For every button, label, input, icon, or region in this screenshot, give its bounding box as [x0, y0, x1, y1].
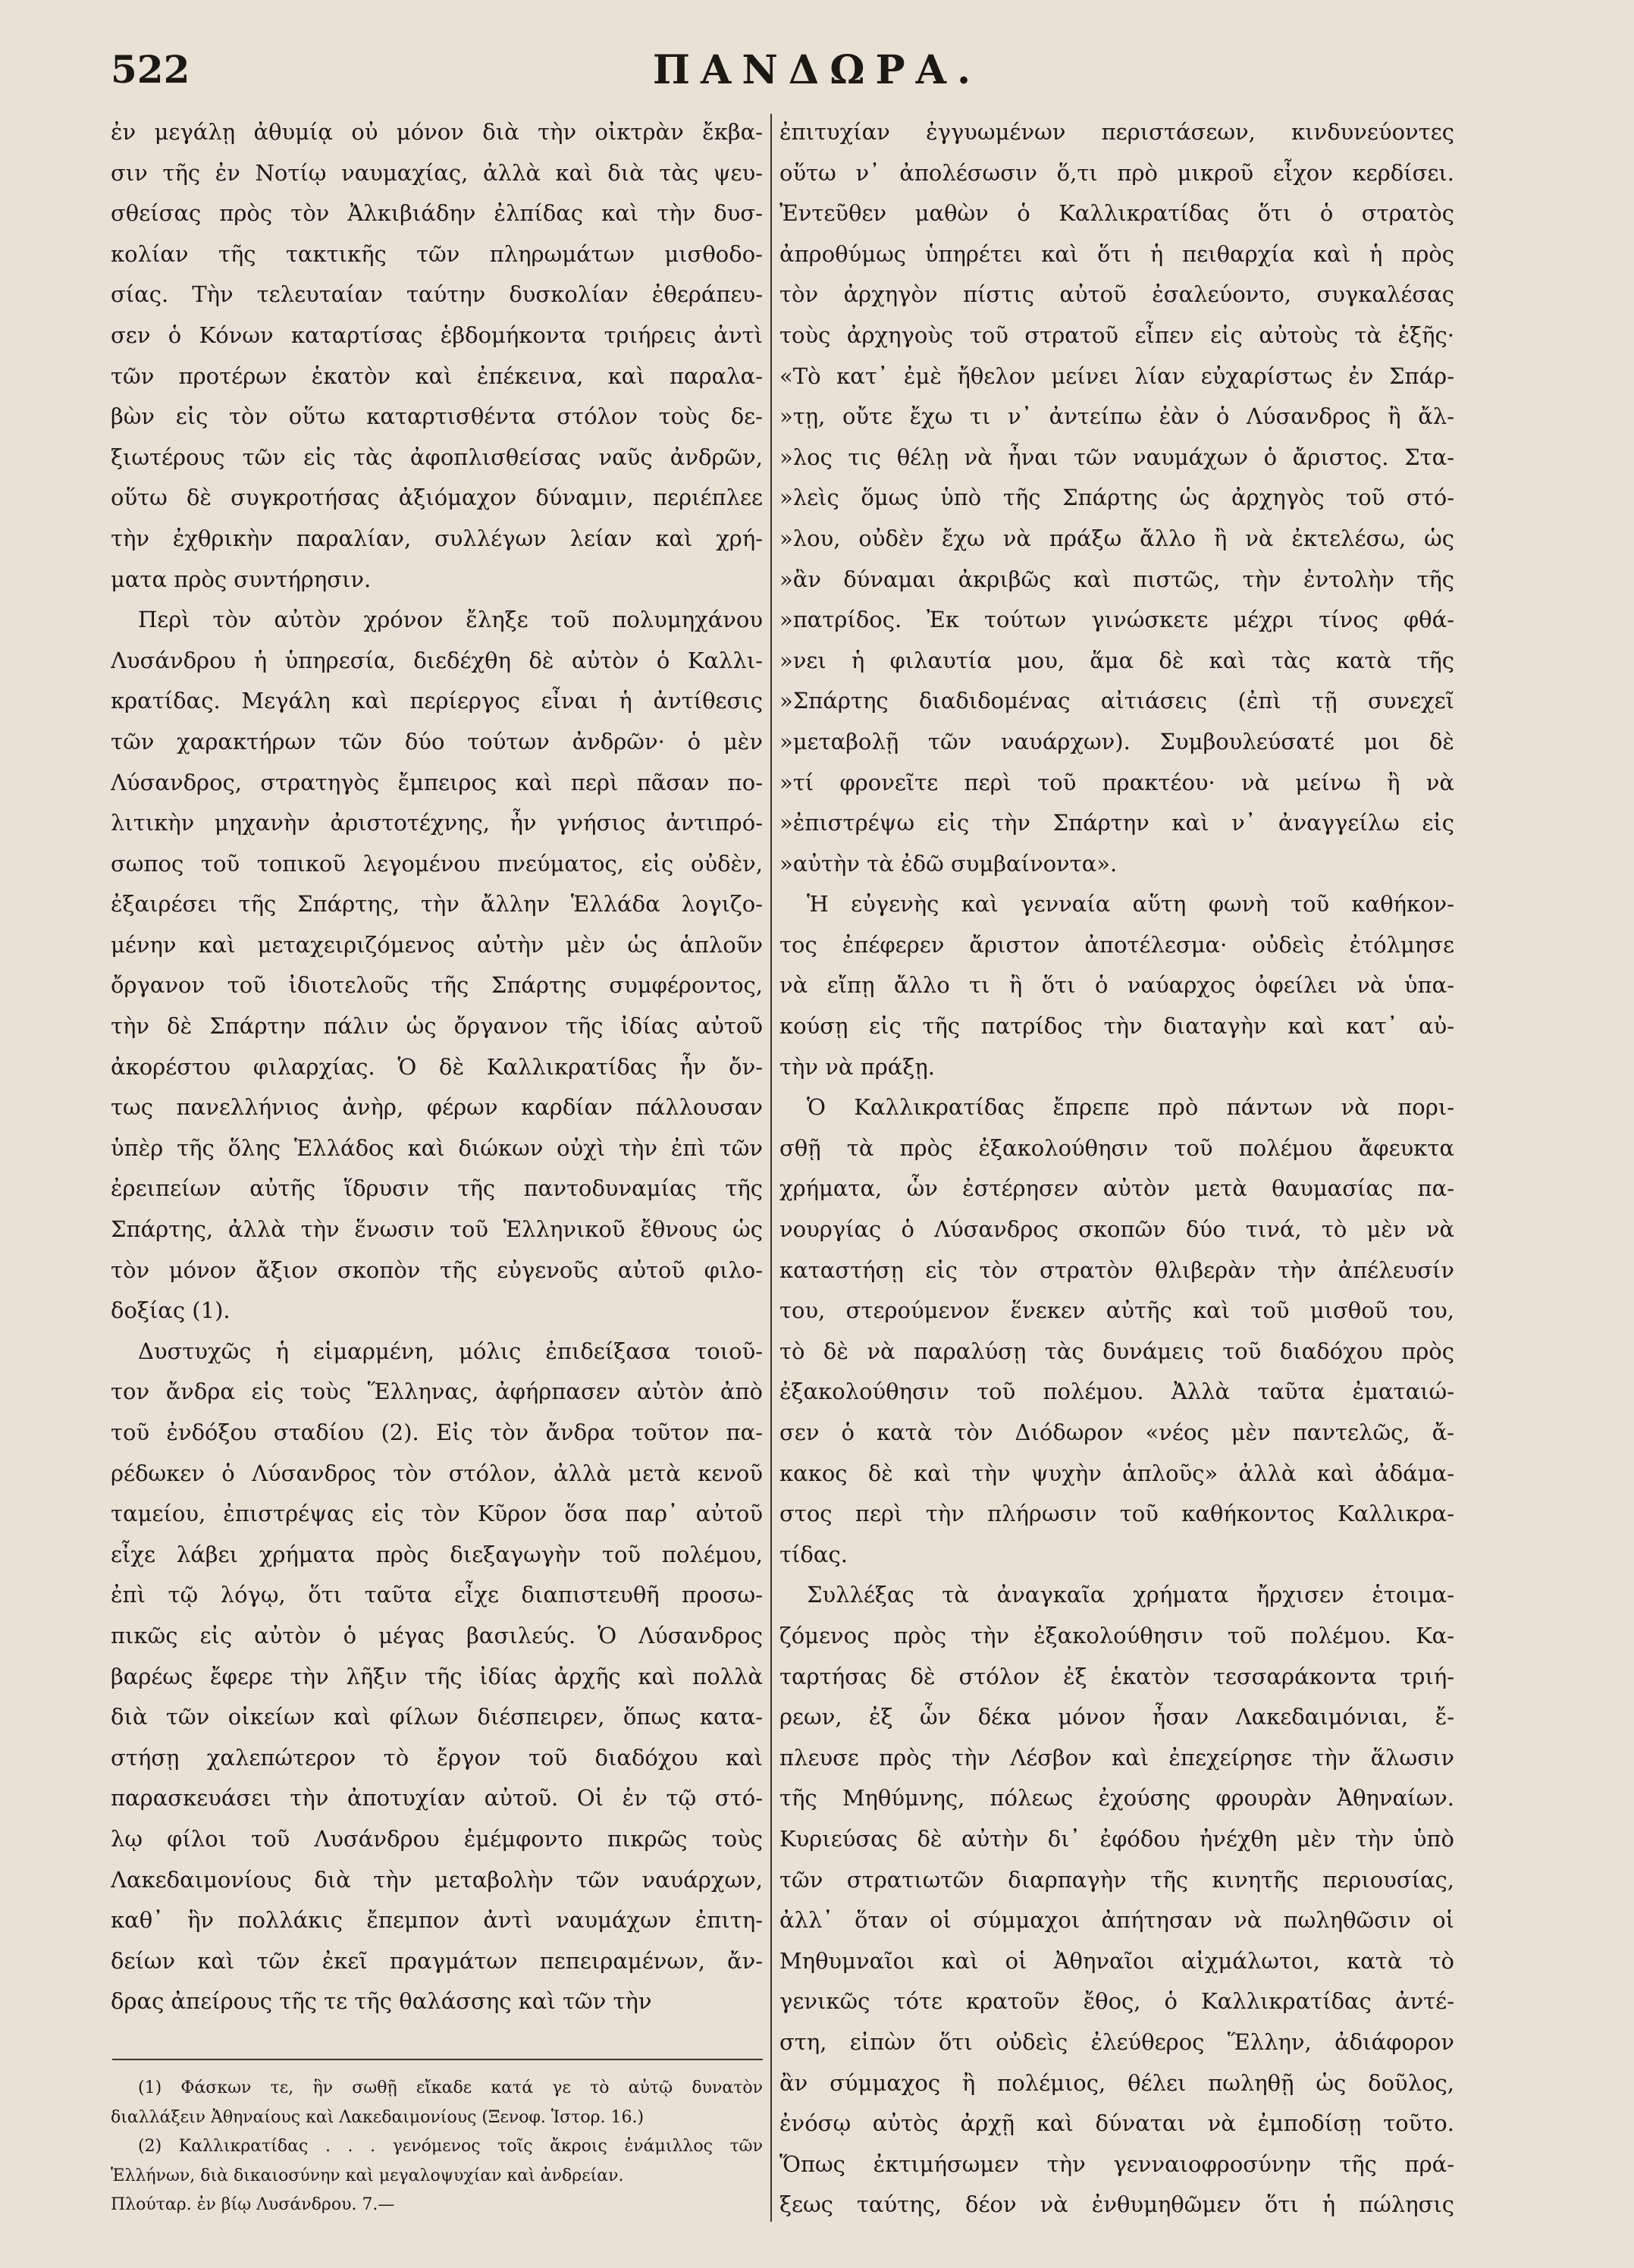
footnote-line: Πλούταρ. ἐν βίῳ Λυσάνδρου. 7.—	[111, 2195, 395, 2214]
text-line: ἂν σύμμαχος ἢ πολέμιος, θέλει πωληθῇ ὡς δοῦλος,	[779, 2069, 1454, 2096]
text-line: τοὺς ἀρχηγοὺς τοῦ στρατοῦ εἶπεν εἰς αὐτοὺς τὰ ἑξῆς·	[779, 322, 1454, 348]
text-line: Ἡ εὐγενὴς καὶ γενναία αὕτη φωνὴ τοῦ καθήκον-	[807, 891, 1454, 918]
text-line: λῳ φίλοι τοῦ Λυσάνδρου ἐμέμφοντο πικρῶς τοὺς	[111, 1825, 763, 1852]
text-line: Δυστυχῶς ἡ εἱμαρμένη, μόλις ἐπιδείξασα τοιοῦ-	[138, 1338, 763, 1364]
text-line: οὕτω ν᾽ ἀπολέσωσιν ὅ,τι πρὸ μικροῦ εἶχον κερδίσει.	[779, 159, 1454, 186]
footnote-line: Ἑλλήνων, διὰ δικαιοσύνην καὶ μεγαλοψυχίαν καὶ ἀνδρείαν.	[111, 2166, 624, 2185]
right-column	[779, 112, 1454, 2226]
text-line: σεν ὁ Κόνων καταρτίσας ἑβδομήκοντα τριήρεις ἀντὶ	[111, 322, 763, 348]
text-line: »νει ἡ φιλαυτία μου, ἅμα δὲ καὶ τὰς κατὰ τῆς	[779, 647, 1454, 673]
text-line: Περὶ τὸν αὐτὸν χρόνον ἔληξε τοῦ πολυμηχάνου	[138, 607, 763, 633]
text-line: νουργίας ὁ Λύσανδρος σκοπῶν δύο τινά, τὸ μὲν νὰ	[779, 1216, 1454, 1243]
text-line: ξεως ταύτης, δέον νὰ ἐνθυμηθῶμεν ὅτι ἡ πώλησις	[779, 2191, 1454, 2218]
text-line: Μηθυμναῖοι καὶ οἱ Ἀθηναῖοι αἰχμάλωτοι, κατὰ τὸ	[779, 1947, 1454, 1974]
text-line: νὰ εἴπῃ ἄλλο τι ἢ ὅτι ὁ ναύαρχος ὀφείλει νὰ ὑπα-	[779, 972, 1454, 999]
text-line: τὸν ἀρχηγὸν πίστις αὐτοῦ ἐσαλεύοντο, συγκαλέσας	[779, 281, 1454, 308]
text-line: τον ἄνδρα εἰς τοὺς Ἕλληνας, ἀφήρπασεν αὐτὸν ἀπὸ	[111, 1379, 763, 1405]
text-line: χρήματα, ὧν ἐστέρησεν αὐτὸν μετὰ θαυμασίας πα-	[779, 1175, 1454, 1202]
text-line: ματα πρὸς συντήρησιν.	[111, 566, 372, 592]
text-line: του, στερούμενον ἕνεκεν αὐτῆς καὶ τοῦ μισθοῦ του,	[779, 1297, 1454, 1324]
text-line: ἐν μεγάλῃ ἀθυμίᾳ οὐ μόνον διὰ τὴν οἰκτρὰν ἔκβα-	[111, 119, 763, 145]
text-line: σεν ὁ κατὰ τὸν Διόδωρον «νέος μὲν παντελῶς, ἄ-	[779, 1419, 1454, 1445]
text-line: »Σπάρτης διαδιδομένας αἰτιάσεις (ἐπὶ τῇ συνεχεῖ	[779, 688, 1454, 714]
text-line: «Τὸ κατ᾽ ἐμὲ ἤθελον μείνει λίαν εὐχαρίστως ἐν Σπάρ-	[779, 362, 1454, 389]
text-line: ξιωτέρους τῶν εἰς τὰς ἀφοπλισθείσας ναῦς ἀνδρῶν,	[111, 444, 763, 470]
column-divider	[770, 114, 772, 2222]
text-line: Σπάρτης, ἀλλὰ τὴν ἕνωσιν τοῦ Ἑλληνικοῦ ἔθνους ὡς	[111, 1216, 763, 1243]
text-line: μένην καὶ μεταχειριζόμενος αὐτὴν μὲν ὡς ἁπλοῦν	[111, 931, 763, 958]
text-line: κολίαν τῆς τακτικῆς τῶν πληρωμάτων μισθοδο-	[111, 240, 763, 267]
text-line: ἐνόσῳ αὐτὸς ἀρχῇ καὶ δύναται νὰ ἐμποδίσῃ τοῦτο.	[779, 2110, 1454, 2137]
text-line: »τῃ, οὔτε ἔχω τι ν᾽ ἀντείπω ἐὰν ὁ Λύσανδρος ἢ ἄλ-	[779, 403, 1454, 430]
text-line: τῶν στρατιωτῶν διαρπαγὴν τῆς κινητῆς περιουσίας,	[779, 1866, 1454, 1893]
footnote-rule	[112, 2059, 763, 2060]
text-line: στήσῃ χαλεπώτερον τὸ ἔργον τοῦ διαδόχου καὶ	[111, 1744, 763, 1771]
text-line: ἐπὶ τῷ λόγῳ, ὅτι ταῦτα εἶχε διαπιστευθῆ προσω-	[111, 1582, 763, 1608]
journal-title: ΠΑΝΔΩΡΑ.	[652, 47, 982, 93]
text-line: »τί φρονεῖτε περὶ τοῦ πρακτέου· νὰ μείνω ἢ νὰ	[779, 769, 1454, 795]
text-line: τος ἐπέφερεν ἄριστον ἀποτέλεσμα· οὐδεὶς ἐτόλμησε	[779, 931, 1454, 958]
text-line: βαρέως ἔφερε τὴν λῆξιν τῆς ἰδίας ἀρχῆς καὶ πολλὰ	[111, 1663, 763, 1689]
text-line: ταρτήσας δὲ στόλον ἐξ ἑκατὸν τεσσαράκοντα τριή-	[779, 1663, 1454, 1689]
text-line: στη, εἰπὼν ὅτι οὐδεὶς ἐλεύθερος Ἕλλην, ἀδιάφορον	[779, 2028, 1454, 2055]
text-line: Κυριεύσας δὲ αὐτὴν δι᾽ ἐφόδου ἠνέχθη μὲν τὴν ὑπὸ	[779, 1825, 1454, 1852]
text-line: σιν τῆς ἐν Νοτίῳ ναυμαχίας, ἀλλὰ καὶ διὰ τὰς ψευ-	[111, 159, 763, 186]
text-line: τίδας.	[779, 1541, 848, 1567]
text-line: βὼν εἰς τὸν οὕτω καταρτισθέντα στόλον τοὺς δε-	[111, 403, 763, 430]
text-line: »ἂν δύναμαι ἀκριβῶς καὶ πιστῶς, τὴν ἐντολὴν τῆς	[779, 566, 1454, 592]
text-line: ὄργανον τοῦ ἰδιοτελοῦς τῆς Σπάρτης συμφέροντος,	[111, 972, 763, 999]
text-line: λιτικὴν μηχανὴν ἀριστοτέχνης, ἦν γνήσιος ἀντιπρό-	[111, 810, 763, 836]
text-line: διὰ τῶν οἰκείων καὶ φίλων διέσπειρεν, ὅπως κατα-	[111, 1704, 763, 1730]
footnote-line: (2) Καλλικρατίδας . . . γενόμενος τοῖς ἄκροις ἐνάμιλλος τῶν	[138, 2137, 763, 2156]
text-line: »λου, οὐδὲν ἔχω νὰ πράξω ἄλλο ἢ νὰ ἐκτελέσω, ὡς	[779, 525, 1454, 551]
text-line: δείων καὶ τῶν ἐκεῖ πραγμάτων πεπειραμένων, ἄν-	[111, 1947, 763, 1974]
text-line: πλευσε πρὸς τὴν Λέσβον καὶ ἐπεχείρησε τὴν ἅλωσιν	[779, 1744, 1454, 1771]
text-line: στος περὶ τὴν πλήρωσιν τοῦ καθήκοντος Καλλικρα-	[779, 1501, 1454, 1527]
text-line: κακος δὲ καὶ τὴν ψυχὴν ἁπλοῦς» ἀλλὰ καὶ ἀδάμα-	[779, 1460, 1454, 1486]
text-line: σίας. Τὴν τελευταίαν ταύτην δυσκολίαν ἐθεράπευ-	[111, 281, 763, 308]
text-line: τὸ δὲ νὰ παραλύσῃ τὰς δυνάμεις τοῦ διαδόχου πρὸς	[779, 1338, 1454, 1364]
text-line: »πατρίδος. Ἐκ τούτων γινώσκετε μέχρι τίνος φθά-	[779, 607, 1454, 633]
text-line: Λυσάνδρου ἡ ὑπηρεσία, διεδέχθη δὲ αὐτὸν ὁ Καλλι-	[111, 647, 763, 673]
text-line: Συλλέξας τὰ ἀναγκαῖα χρήματα ἤρχισεν ἑτοιμα-	[807, 1582, 1454, 1608]
text-line: Ὅπως ἐκτιμήσωμεν τὴν γενναιοφροσύνην τῆς πρά-	[779, 2150, 1454, 2177]
text-line: ρέδωκεν ὁ Λύσανδρος τὸν στόλον, ἀλλὰ μετὰ κενοῦ	[111, 1460, 763, 1486]
text-line: σθῇ τὰ πρὸς ἐξακολούθησιν τοῦ πολέμου ἄφευκτα	[779, 1134, 1454, 1161]
text-line: »μεταβολῇ τῶν ναυάρχων). Συμβουλεύσατέ μοι δὲ	[779, 728, 1454, 754]
text-line: πικῶς εἰς αὐτὸν ὁ μέγας βασιλεύς. Ὁ Λύσανδρος	[111, 1622, 763, 1648]
text-line: τῆς Μηθύμνης, πόλεως ἐχούσης φρουρὰν Ἀθηναίων.	[779, 1785, 1454, 1812]
text-line: σωπος τοῦ τοπικοῦ λεγομένου πνεύματος, εἰς οὐδὲν,	[111, 850, 763, 877]
text-line: κρατίδας. Μεγάλη καὶ περίεργος εἶναι ἡ ἀντίθεσις	[111, 688, 763, 714]
text-line: ἀκορέστου φιλαρχίας. Ὁ δὲ Καλλικρατίδας ἦν ὄν-	[111, 1053, 763, 1080]
text-line: ζόμενος πρὸς τὴν ἐξακολούθησιν τοῦ πολέμου. Κα-	[779, 1622, 1454, 1648]
text-line: ἐπιτυχίαν ἐγγυωμένων περιστάσεων, κινδυνεύοντες	[779, 119, 1454, 145]
text-line: τὴν ἐχθρικὴν παραλίαν, συλλέγων λείαν καὶ χρή-	[111, 525, 763, 551]
text-line: »λος τις θέλῃ νὰ ἦναι τῶν ναυμάχων ὁ ἄριστος. Στα-	[779, 444, 1454, 470]
text-line: κούσῃ εἰς τῆς πατρίδος τὴν διαταγὴν καὶ κατ᾽ αὐ-	[779, 1013, 1454, 1040]
text-line: Λύσανδρος, στρατηγὸς ἔμπειρος καὶ περὶ πᾶσαν πο-	[111, 769, 763, 795]
text-line: ρεων, ἐξ ὧν δέκα μόνον ἦσαν Λακεδαιμόνιαι, ἔ-	[779, 1704, 1454, 1730]
text-line: τῶν χαρακτήρων τῶν δύο τούτων ἀνδρῶν· ὁ μὲν	[111, 728, 763, 754]
text-line: Λακεδαιμονίους διὰ τὴν μεταβολὴν τῶν ναυάρχων,	[111, 1866, 763, 1893]
text-line: τοῦ ἐνδόξου σταδίου (2). Εἰς τὸν ἄνδρα τοῦτον πα-	[111, 1419, 763, 1445]
text-line: τὴν νὰ πράξῃ.	[779, 1053, 935, 1080]
footnote-line: (1) Φάσκων τε, ἣν σωθῇ εἴκαδε κατά γε τὸ αὐτῷ δυνατὸν	[138, 2078, 763, 2097]
left-column	[111, 112, 763, 2022]
text-line: καταστήσῃ εἰς τὸν στρατὸν θλιβερὰν τὴν ἀπέλευσίν	[779, 1256, 1454, 1283]
text-line: τῶν προτέρων ἑκατὸν καὶ ἐπέκεινα, καὶ παραλα-	[111, 362, 763, 389]
text-line: ἐξακολούθησιν τοῦ πολέμου. Ἀλλὰ ταῦτα ἐματαιώ-	[779, 1379, 1454, 1405]
text-line: ἀπροθύμως ὑπηρέτει καὶ ὅτι ἡ πειθαρχία καὶ ἡ πρὸς	[779, 240, 1454, 267]
footnote-line: διαλλάξειν Ἀθηναίους καὶ Λακεδαιμονίους (Ξενοφ. Ἱστορ. 16.)	[111, 2107, 645, 2127]
text-line: παρασκευάσει τὴν ἀποτυχίαν αὐτοῦ. Οἱ ἐν τῷ στό-	[111, 1785, 763, 1812]
text-line: τως πανελλήνιος ἀνὴρ, φέρων καρδίαν πάλλουσαν	[111, 1094, 763, 1121]
text-line: οὕτω δὲ συγκροτήσας ἀξιόμαχον δύναμιν, περιέπλεε	[111, 485, 763, 511]
text-line: »ἐπιστρέψω εἰς τὴν Σπάρτην καὶ ν᾽ ἀναγγείλω εἰς	[779, 810, 1454, 836]
text-line: δρας ἀπείρους τῆς τε τῆς θαλάσσης καὶ τῶν τὴν	[111, 1988, 652, 2015]
text-line: γενικῶς τότε κρατοῦν ἔθος, ὁ Καλλικρατίδας ἀντέ-	[779, 1988, 1454, 2015]
text-line: »αὐτὴν τὰ ἐδῶ συμβαίνοντα».	[779, 850, 1118, 877]
text-line: καθ᾽ ἣν πολλάκις ἔπεμπον ἀντὶ ναυμάχων ἐπιτη-	[111, 1907, 763, 1934]
page-number: 522	[111, 47, 190, 92]
text-line: τὴν δὲ Σπάρτην πάλιν ὡς ὄργανον τῆς ἰδίας αὐτοῦ	[111, 1013, 763, 1040]
text-line: »λεὶς ὅμως ὑπὸ τῆς Σπάρτης ὡς ἀρχηγὸς τοῦ στό-	[779, 485, 1454, 511]
footnotes	[111, 2074, 763, 2220]
text-line: Ὁ Καλλικρατίδας ἔπρεπε πρὸ πάντων νὰ πορι-	[807, 1094, 1454, 1121]
text-line: ταμείου, ἐπιστρέψας εἰς τὸν Κῦρον ὅσα παρ᾽ αὐτοῦ	[111, 1501, 763, 1527]
text-line: ἐξαιρέσει τῆς Σπάρτης, τὴν ἄλλην Ἑλλάδα λογιζο-	[111, 891, 763, 918]
text-line: Ἐντεῦθεν μαθὼν ὁ Καλλικρατίδας ὅτι ὁ στρατὸς	[779, 200, 1454, 227]
text-line: εἶχε λάβει χρήματα πρὸς διεξαγωγὴν τοῦ πολέμου,	[111, 1541, 763, 1567]
text-line: ὑπὲρ τῆς ὅλης Ἑλλάδος καὶ διώκων οὐχὶ τὴν ἐπὶ τῶν	[111, 1134, 763, 1161]
text-line: ἀλλ᾽ ὅταν οἱ σύμμαχοι ἀπήτησαν νὰ πωληθῶσιν οἱ	[779, 1907, 1454, 1934]
text-line: ἐρειπείων αὐτῆς ἵδρυσιν τῆς παντοδυναμίας τῆς	[111, 1175, 763, 1202]
text-line: τὸν μόνον ἄξιον σκοπὸν τῆς εὐγενοῦς αὐτοῦ φιλο-	[111, 1256, 763, 1283]
text-line: δοξίας (1).	[111, 1297, 231, 1324]
text-line: σθείσας πρὸς τὸν Ἀλκιβιάδην ἐλπίδας καὶ τὴν δυσ-	[111, 200, 763, 227]
